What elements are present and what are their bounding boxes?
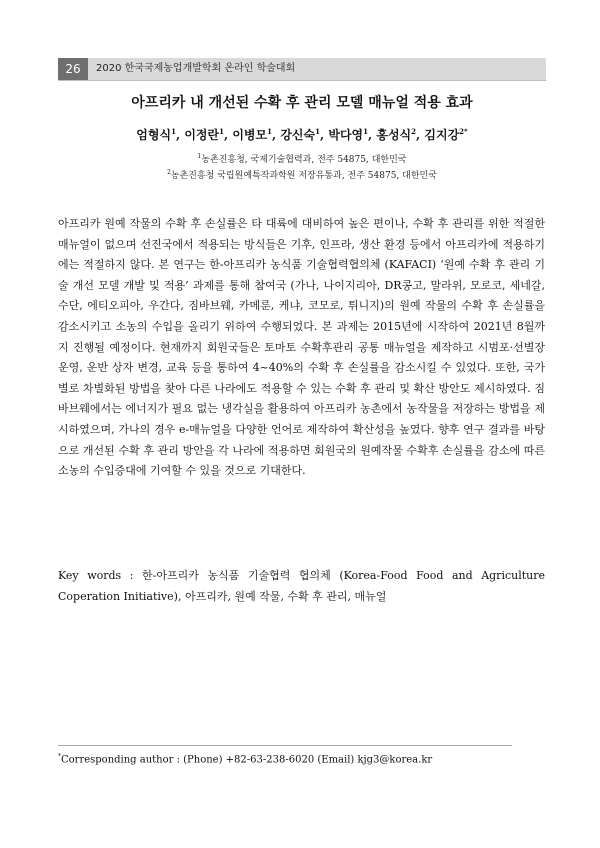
conference-title: 2020 한국국제농업개발학회 온라인 학술대회 <box>96 63 296 74</box>
author: 강신숙$^1$ <box>280 127 320 142</box>
page-number: 26 <box>58 58 88 80</box>
running-header <box>58 58 546 81</box>
affiliation-1: $^1$농촌진흥청, 국제기술협력과, 전주 54875, 대한민국 <box>197 153 407 165</box>
corresponding-author-footnote: *Corresponding author : (Phone) +82-63-238-6020 (Email) kjg3@korea.kr <box>58 753 433 766</box>
author: 홍성식$^2$ <box>376 127 417 142</box>
author: 이병모$^1$ <box>232 127 272 142</box>
author: 박다영$^1$ <box>328 127 369 142</box>
author-list: 엄형식$^1$, 이정란$^1$, 이병모$^1$, 강신숙$^1$, 박다영$^1$, 홍성식$^2$, 김지강$^{2*}$ <box>136 127 468 142</box>
abstract-body: 아프리카 원예 작물의 수확 후 손실률은 타 대륙에 대비하여 높은 편이나, 수확 후 관리를 위한 적절한 매뉴얼이 없으며 선진국에서 적용되는 방식들은 기후, 인프라, 생산 환경 등에서 아프리카에 적용하기에는 적절하지 않다. 본 연구는 한-아프리카 농식품 기술협력협의체 (KAFACI) ‘원예 수확 후 관리 기술 개선 모델 개발 및 적용’ 과제를 통해 참여국 (가나, 나이지리아, DR콩고, 말라위, 모로코, 세네갈, 수단, 에티오피아, 우간다, 짐바브웨, 카메룬, 케냐, 코모로, 튀니지)의 원예 작물의 수확 후 손실률을 감소시키고 소농의 수입을 올리기 위하여 수행되었다. 본 과제는 2015년에 시작하여 2021년 8월까지 진행될 예정이다. 현재까지 회원국들은 토마토 수확후관리 공통 매뉴얼을 제작하고 시범포·선별장 운영, 운반 상자 변경, 교육 등을 통하여 4~40%의 수확 후 손실률을 감소시킬 수 있었다. 또한, 국가별로 차별화된 방법을 찾아 다른 나라에도 적용할 수 있는 수확 후 관리 및 확산 방안도 제시하였다. 짐바브웨에서는 에너지가 필요 없는 냉각실을 활용하여 아프리카 농촌에서 농작물을 저장하는 방법을 제시하였으며, 가나의 경우 e-매뉴얼을 다양한 언어로 제작하여 확산성을 높였다. 향후 연구 결과를 바탕으로 개선된 수확 후 관리 방안을 각 나라에 적용하면 회원국의 원예작물 수확후 손실률을 감소에 따른 소농의 수입증대에 기여할 수 있을 것으로 기대한다. <box>58 217 545 478</box>
author: 엄형식$^1$ <box>136 127 176 142</box>
author: 이정란$^1$ <box>184 127 224 142</box>
author: 김지강$^{2*}$ <box>424 127 468 142</box>
footnote-divider <box>58 745 512 746</box>
affiliation-2: $^2$농촌진흥청 국립원예특작과학원 저장유통과, 전주 54875, 대한민국 <box>167 169 437 181</box>
keywords: Key words : 한-아프리카 농식품 기술협력 협의체 (Korea-Food Food and Agriculture Coperation Initiative), 아프리카, 원예 작물, 수확 후 관리, 매뉴얼 <box>58 569 545 603</box>
paper-title: 아프리카 내 개선된 수확 후 관리 모델 매뉴얼 적용 효과 <box>131 95 473 111</box>
